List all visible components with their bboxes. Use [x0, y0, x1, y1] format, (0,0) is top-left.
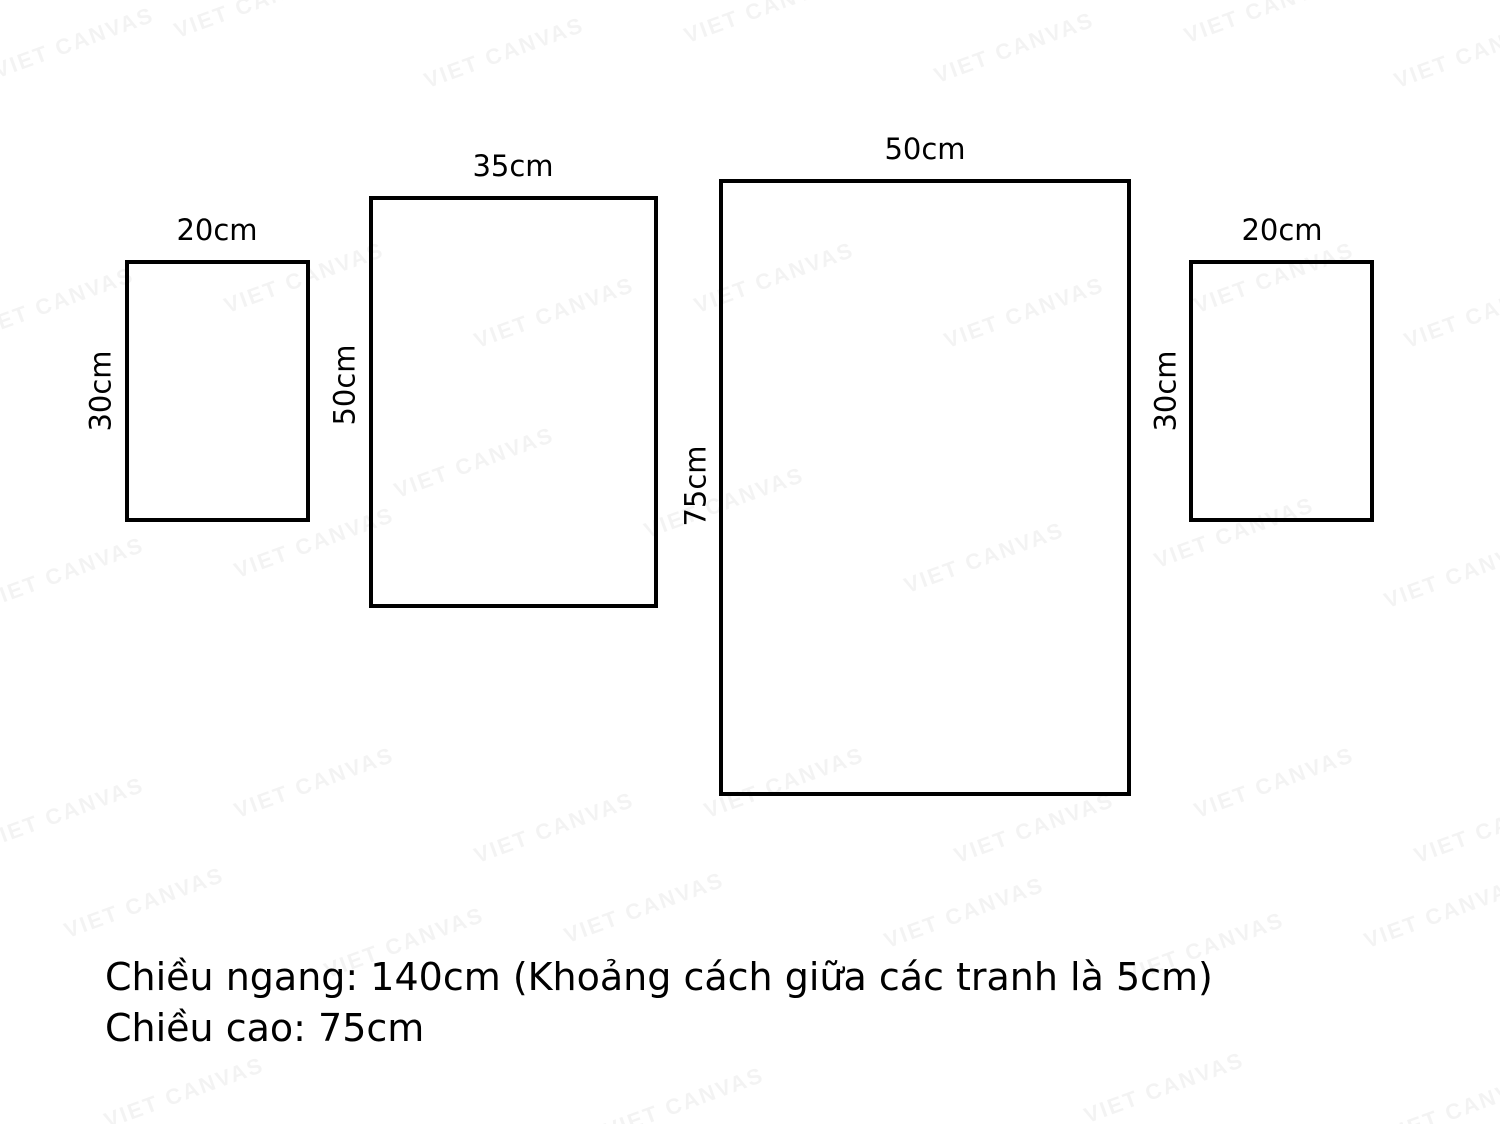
canvas-panel-3: [719, 179, 1131, 796]
panel-3-height-label: 75cm: [678, 445, 713, 527]
canvas-panel-4: [1189, 260, 1374, 522]
panel-1-width-label: 20cm: [176, 213, 258, 247]
caption-line-width: Chiều ngang: 140cm (Khoảng cách giữa các tranh là 5cm): [105, 955, 1213, 999]
panel-2-width-label: 35cm: [472, 149, 554, 183]
caption-line-height: Chiều cao: 75cm: [105, 1005, 425, 1050]
panel-3-width-label: 50cm: [884, 132, 966, 166]
canvas-panel-2: [369, 196, 658, 608]
panel-2-height-label: 50cm: [327, 344, 362, 426]
panel-4-height-label: 30cm: [1148, 350, 1183, 432]
dimension-caption: [105, 952, 1213, 1054]
canvas-panel-1: [125, 260, 310, 522]
panel-1-height-label: 30cm: [83, 350, 118, 432]
panel-4-width-label: 20cm: [1241, 213, 1323, 247]
